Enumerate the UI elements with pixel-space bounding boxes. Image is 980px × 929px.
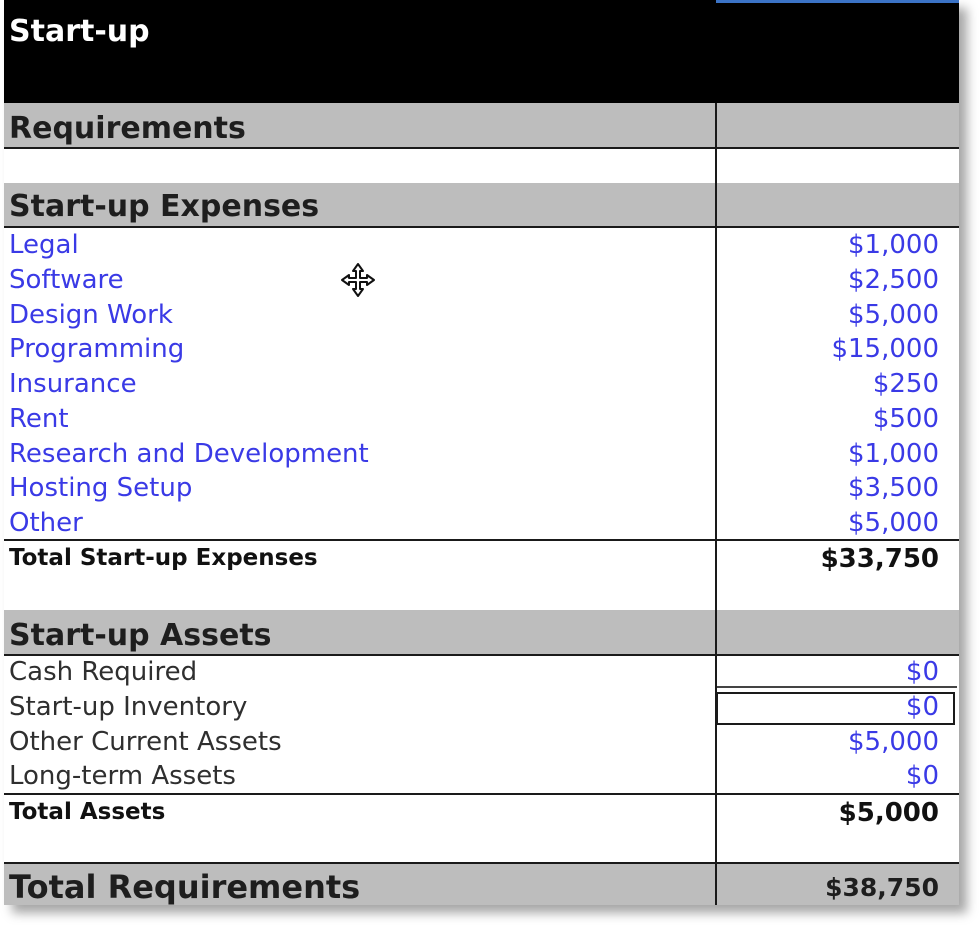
total-requirements-label: Total Requirements (9, 868, 361, 906)
row-value[interactable]: $0 (905, 692, 939, 722)
table-row[interactable] (4, 656, 959, 691)
total-assets-label: Total Assets (9, 799, 166, 825)
row-value[interactable]: $250 (872, 369, 939, 399)
row-label: Cash Required (9, 657, 198, 687)
expenses-header: Start-up Expenses (9, 189, 320, 224)
table-row[interactable] (4, 760, 959, 795)
table-row[interactable] (4, 299, 959, 334)
total-expenses-row (4, 541, 959, 610)
total-requirements-row (4, 864, 959, 905)
row-label: Legal (9, 230, 79, 260)
total-assets-value: $5,000 (838, 798, 939, 828)
row-value[interactable]: $0 (905, 657, 939, 687)
row-label: Rent (9, 404, 69, 434)
row-label: Research and Development (9, 439, 369, 469)
total-expenses-value: $33,750 (820, 544, 939, 574)
row-label: Other (9, 508, 83, 538)
row-label: Programming (9, 334, 185, 364)
row-value[interactable]: $5,000 (848, 508, 939, 538)
row-value[interactable]: $5,000 (848, 300, 939, 330)
table-row[interactable] (4, 264, 959, 299)
table-title: Start-up (9, 14, 150, 49)
total-assets-row (4, 795, 959, 862)
divider (4, 226, 959, 228)
total-requirements-value: $38,750 (825, 873, 939, 902)
table-row[interactable] (4, 507, 959, 542)
table-row[interactable] (4, 368, 959, 403)
row-value[interactable]: $500 (872, 404, 939, 434)
table-row[interactable] (4, 229, 959, 264)
row-label: Start-up Inventory (9, 692, 248, 722)
column-highlight (716, 0, 959, 3)
assets-header-row (4, 610, 959, 654)
table-row[interactable] (4, 726, 959, 761)
row-value[interactable]: $2,500 (848, 265, 939, 295)
row-value[interactable]: $15,000 (831, 334, 939, 364)
row-label: Design Work (9, 300, 173, 330)
startup-table (4, 0, 959, 905)
expenses-header-row (4, 183, 959, 226)
row-label: Insurance (9, 369, 137, 399)
requirements-header-row (4, 103, 959, 148)
row-value[interactable]: $5,000 (848, 727, 939, 757)
blank-row (4, 149, 959, 183)
row-value[interactable]: $1,000 (848, 439, 939, 469)
row-label: Other Current Assets (9, 727, 282, 757)
assets-header: Start-up Assets (9, 618, 272, 653)
row-label: Software (9, 265, 124, 295)
row-label: Long-term Assets (9, 761, 236, 791)
row-label: Hosting Setup (9, 473, 193, 503)
row-value[interactable]: $3,500 (848, 473, 939, 503)
table-row[interactable] (4, 403, 959, 438)
total-expenses-label: Total Start-up Expenses (9, 545, 318, 571)
table-row[interactable] (4, 691, 959, 726)
table-row[interactable] (4, 333, 959, 368)
requirements-header: Requirements (9, 111, 246, 146)
table-row[interactable] (4, 472, 959, 507)
row-value[interactable]: $0 (905, 761, 939, 791)
row-value[interactable]: $1,000 (848, 230, 939, 260)
move-cursor-icon (340, 262, 376, 298)
column-divider (715, 103, 717, 905)
table-row[interactable] (4, 438, 959, 473)
title-bar (4, 0, 959, 103)
